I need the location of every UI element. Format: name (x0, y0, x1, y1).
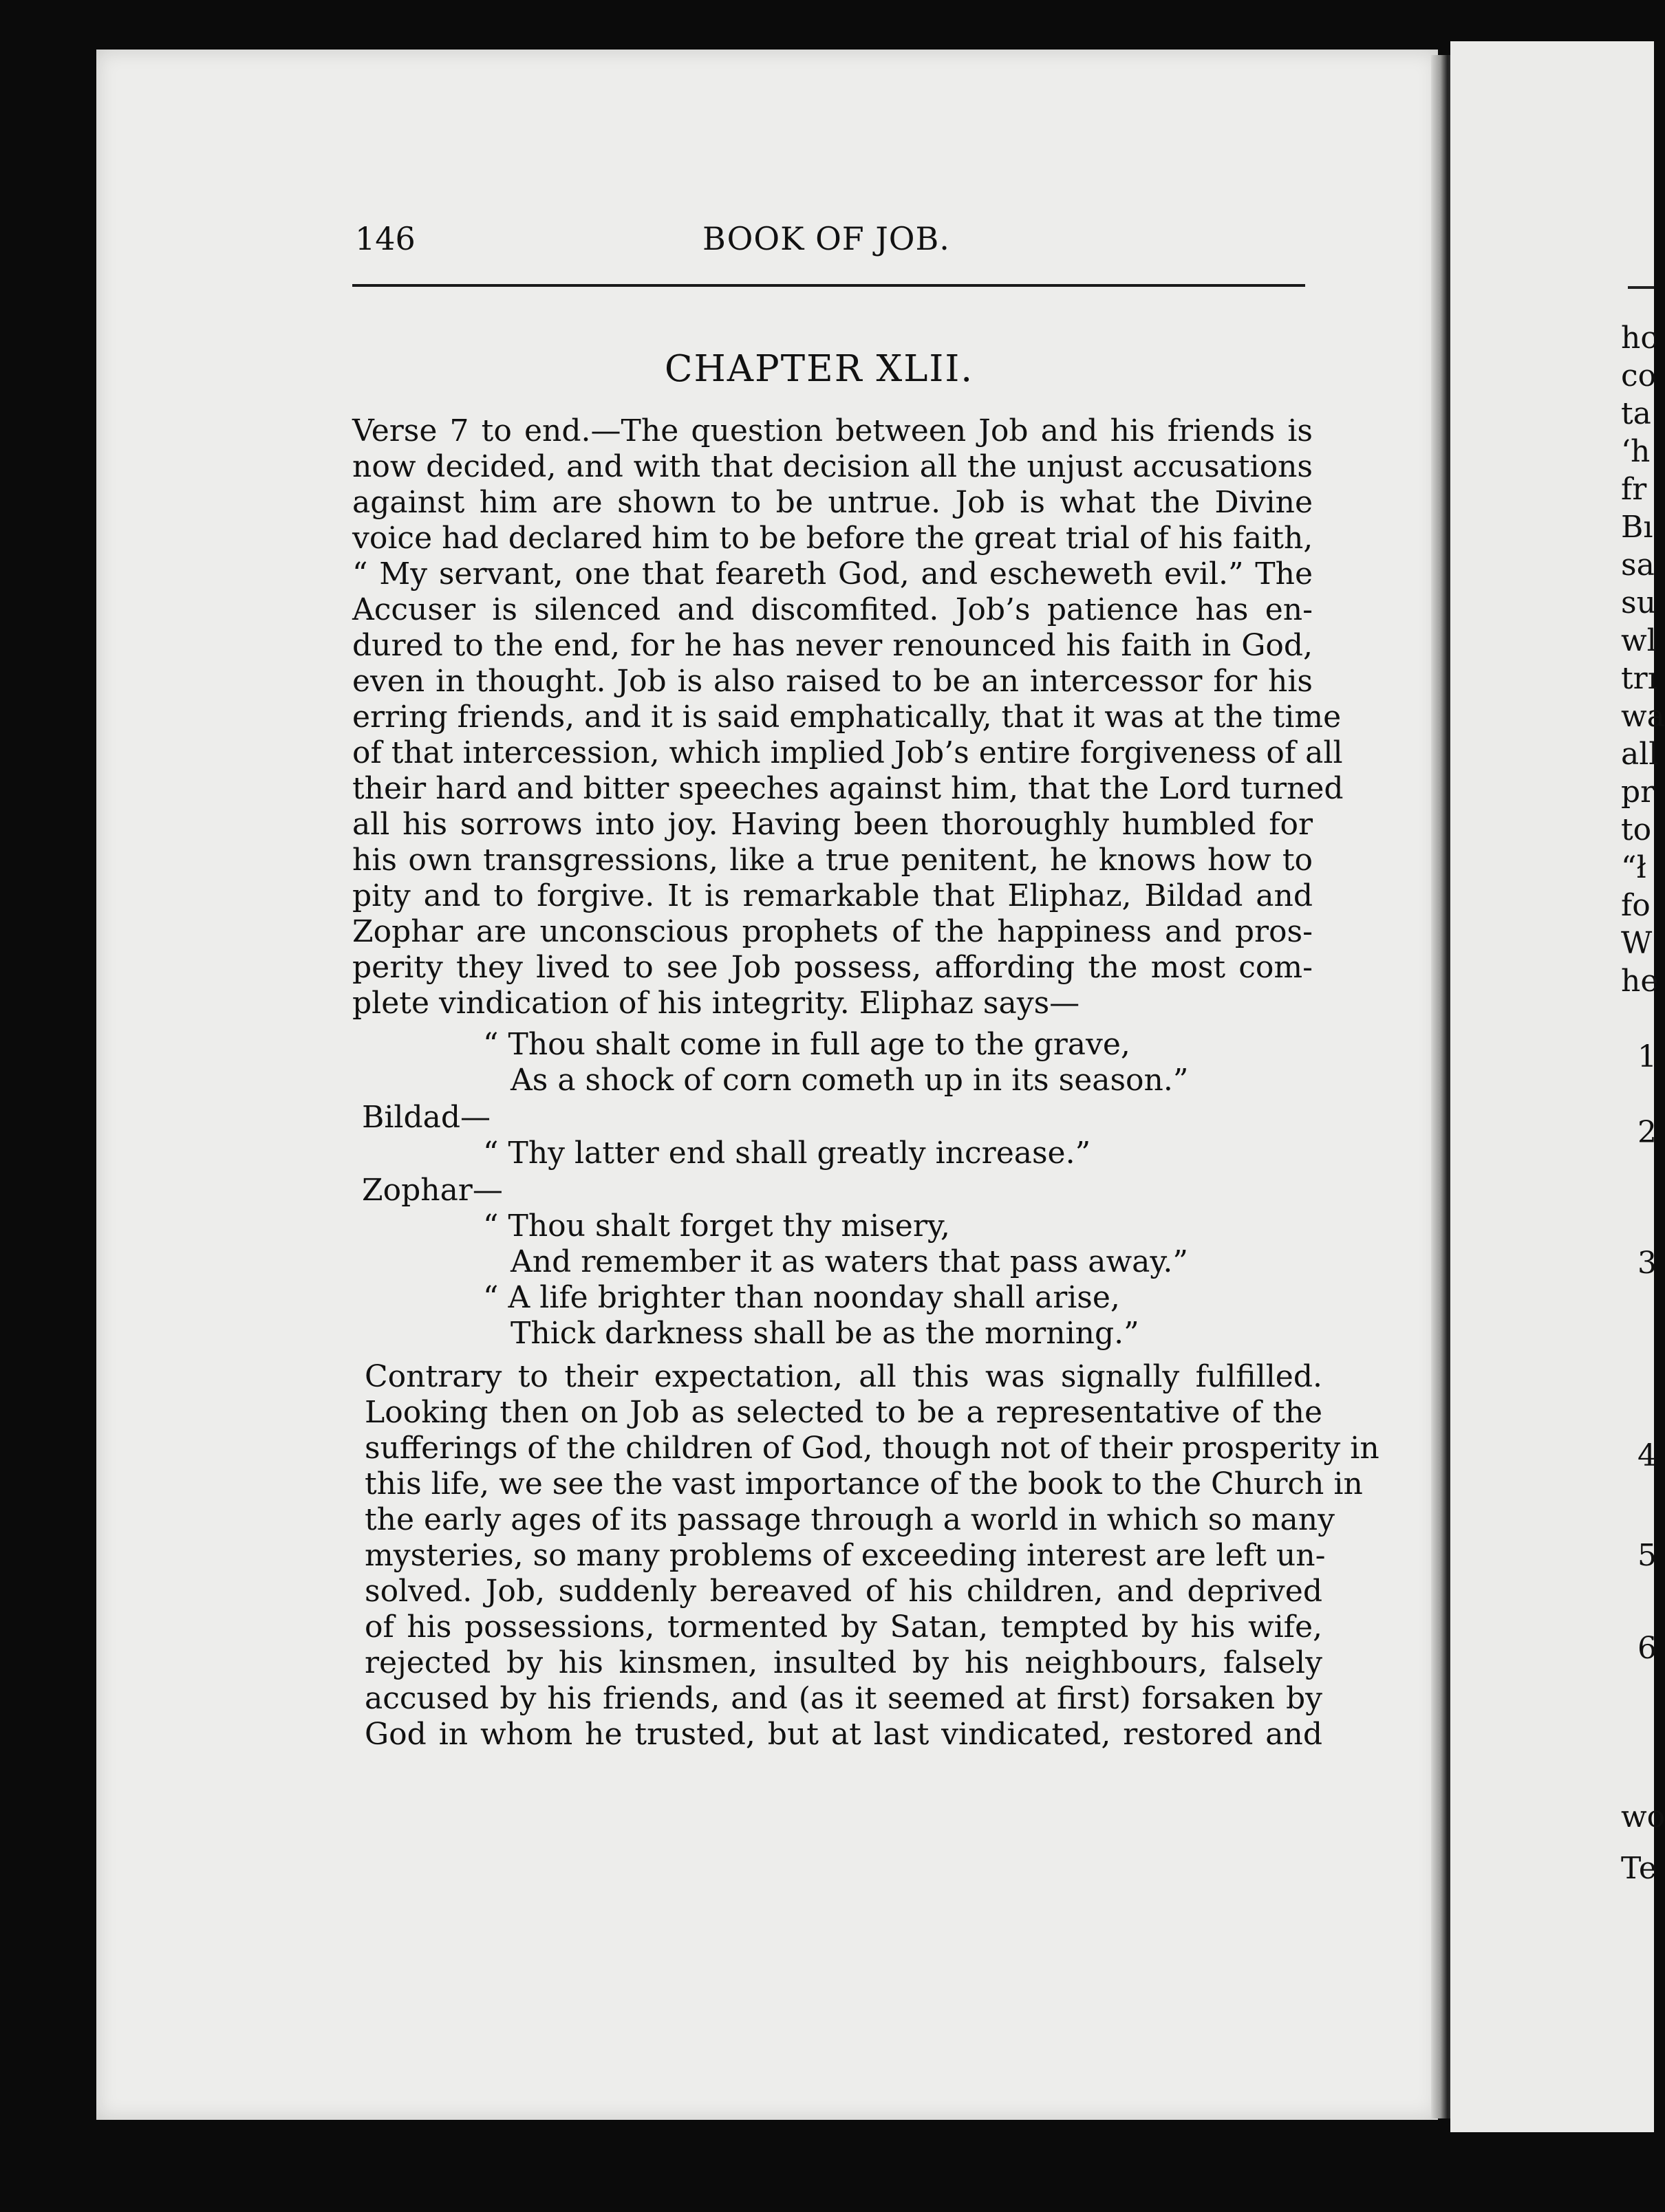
quote-line: “ A life brighter than noonday shall arise, (483, 1280, 1120, 1315)
fragment: sa (1621, 547, 1655, 583)
text-line: solved. Job, suddenly bereaved of his children, and deprived (365, 1574, 1322, 1609)
text-line: God in whom he trusted, but at last vindicated, restored and (365, 1717, 1322, 1752)
text-line: this life, we see the vast importance of the book to the Church in (365, 1466, 1363, 1501)
fragment: wo (1621, 1799, 1665, 1834)
text-line: accused by his friends, and (as it seemed at first) forsaken by (365, 1681, 1322, 1716)
text-line: now decided, and with that decision all the unjust accusations (352, 449, 1313, 484)
fragment: all (1621, 737, 1659, 772)
text-line: dured to the end, for he has never renounced his faith in God, (352, 628, 1313, 663)
text-line: plete vindication of his integrity. Eliphaz says— (352, 986, 1080, 1021)
fragment: 3 (1637, 1246, 1657, 1281)
quote-line: Thick darkness shall be as the morning.” (511, 1316, 1139, 1351)
text-line: Accuser is silenced and discomfited. Job’s patience has en- (352, 592, 1313, 627)
text-line: erring friends, and it is said emphatically, that it was at the time (352, 700, 1342, 735)
fragment: trı (1621, 661, 1657, 696)
text-line: Contrary to their expectation, all this was signally fulfilled. (365, 1359, 1322, 1394)
fragment: co (1621, 358, 1657, 393)
text-line: rejected by his kinsmen, insulted by his neighbours, falsely (365, 1645, 1322, 1680)
quote-line: “ Thou shalt come in full age to the grave, (483, 1027, 1130, 1062)
text-line: mysteries, so many problems of exceeding interest are left un- (365, 1538, 1326, 1573)
fragment: he (1621, 964, 1659, 999)
fragment: su (1621, 585, 1656, 620)
speaker-label: Bildad— (362, 1100, 491, 1135)
fragment: 4 (1637, 1438, 1657, 1473)
page-number: 146 (355, 220, 416, 257)
fragment: Bı (1621, 510, 1653, 545)
page-header (355, 220, 1304, 268)
right-page-rule-fragment (1628, 286, 1654, 289)
fragment: ‘h (1621, 434, 1651, 469)
fragment: wa (1621, 699, 1665, 734)
fragment: Te (1621, 1851, 1657, 1886)
text-line: Verse 7 to end.—The question between Job and his friends is (352, 413, 1313, 448)
fragment: pr (1621, 774, 1655, 810)
text-line: perity they lived to see Job possess, affording the most com- (352, 950, 1313, 985)
fragment: 6 (1637, 1631, 1657, 1666)
fragment: 1 (1637, 1039, 1657, 1074)
text-line: Looking then on Job as selected to be a representative of the (365, 1395, 1322, 1430)
text-line: pity and to forgive. It is remarkable that Eliphaz, Bildad and (352, 878, 1313, 913)
text-line: all his sorrows into joy. Having been thoroughly humbled for (352, 807, 1313, 842)
text-line: even in thought. Job is also raised to be an intercessor for his (352, 664, 1313, 699)
text-line: their hard and bitter speeches against him, that the Lord turned (352, 771, 1344, 806)
running-title: BOOK OF JOB. (702, 220, 950, 257)
fragment: “ł (1621, 850, 1646, 885)
fragment: hc (1621, 321, 1657, 356)
speaker-label: Zophar— (362, 1173, 503, 1208)
quote-line: “ Thou shalt forget thy misery, (483, 1208, 950, 1244)
text-line: his own transgressions, like a true penitent, he knows how to (352, 843, 1313, 878)
fragment: to (1621, 812, 1652, 847)
text-line: of that intercession, which implied Job’s entire forgiveness of all (352, 735, 1343, 770)
quote-line: And remember it as waters that pass away.” (511, 1244, 1188, 1279)
fragment: W (1621, 926, 1653, 961)
fragment: fo (1621, 888, 1651, 923)
text-line: of his possessions, tormented by Satan, tempted by his wife, (365, 1609, 1322, 1645)
header-rule (352, 284, 1305, 287)
text-line: voice had declared him to be before the great trial of his faith, (352, 521, 1313, 556)
text-line: the early ages of its passage through a world in which so many (365, 1502, 1335, 1537)
text-line: “ My servant, one that feareth God, and escheweth evil.” The (352, 556, 1313, 592)
fragment: ta (1621, 396, 1651, 431)
text-line: sufferings of the children of God, though not of their prosperity in (365, 1431, 1379, 1466)
quote-line: “ Thy latter end shall greatly increase.” (483, 1136, 1091, 1171)
quote-line: As a shock of corn cometh up in its season.” (511, 1063, 1189, 1098)
fragment: fr (1621, 472, 1647, 507)
fragment: 5 (1637, 1538, 1657, 1573)
text-line: Zophar are unconscious prophets of the happiness and pros- (352, 914, 1313, 949)
fragment: wl (1621, 623, 1657, 658)
fragment: 2 (1637, 1115, 1657, 1150)
text-line: against him are shown to be untrue. Job is what the Divine (352, 485, 1313, 520)
chapter-title: CHAPTER XLII. (665, 348, 974, 390)
